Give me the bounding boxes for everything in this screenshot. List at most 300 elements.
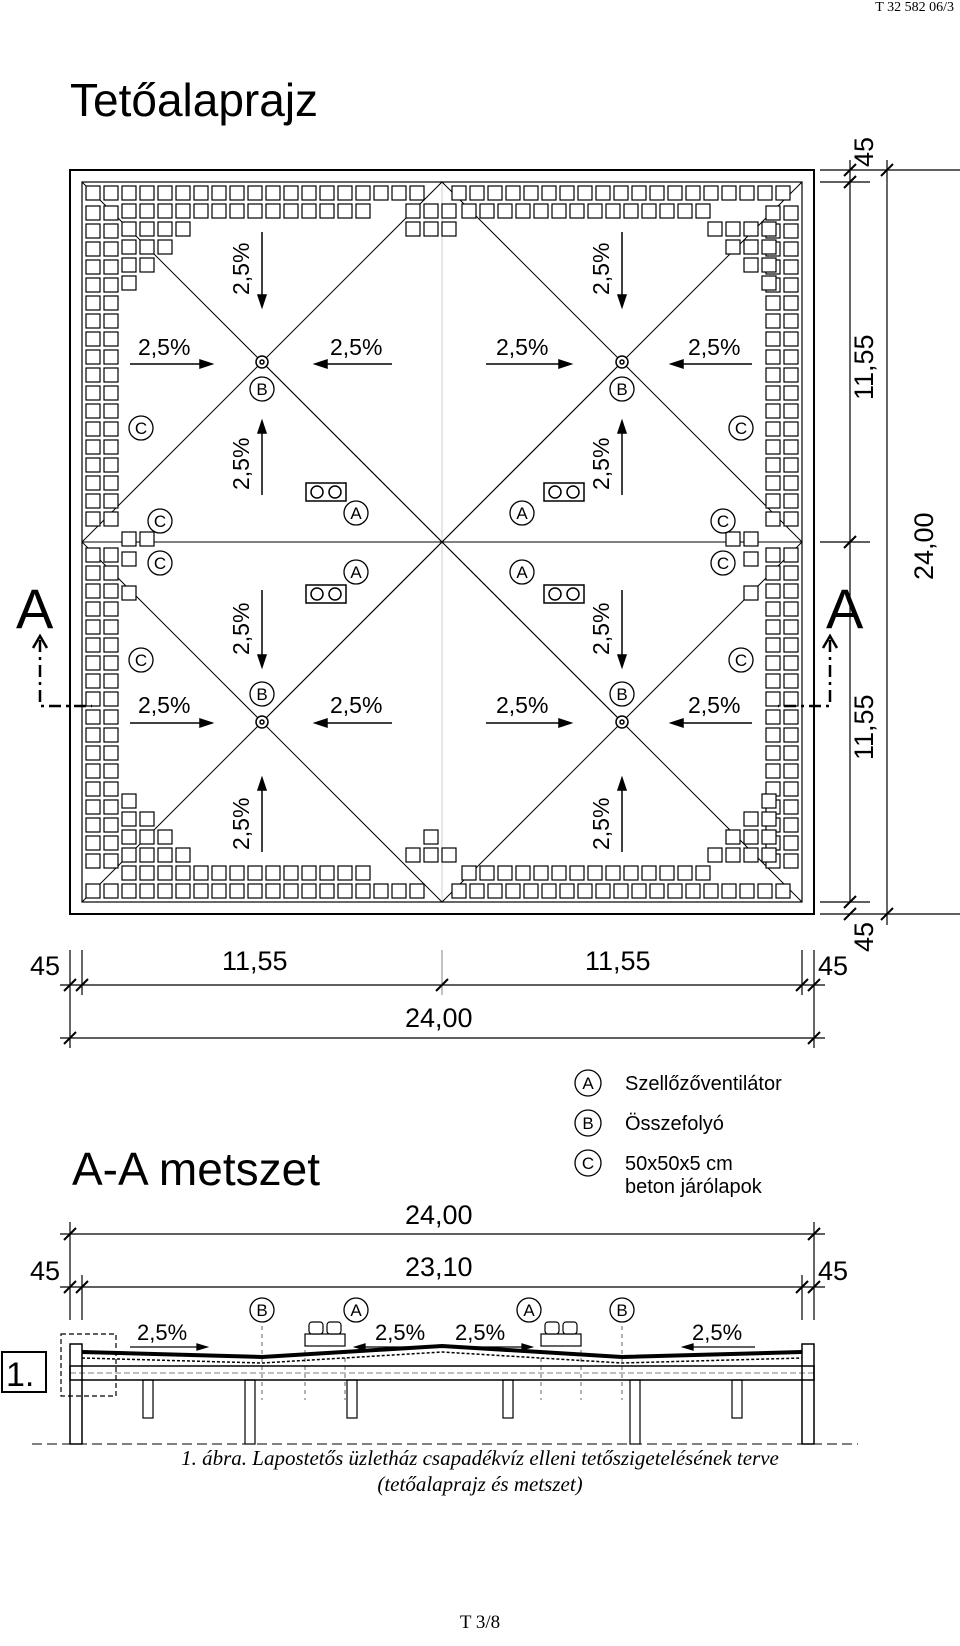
paving-tile: [452, 186, 466, 200]
paving-tile: [158, 884, 172, 898]
paving-tile: [726, 240, 740, 254]
dimension-label: 11,55: [849, 334, 879, 400]
paving-tile: [766, 476, 780, 490]
paving-tile: [668, 884, 682, 898]
paving-tile: [266, 186, 280, 200]
ventilator-icon: [544, 483, 584, 501]
slope-label: 2,5%: [330, 692, 383, 718]
paving-tile: [442, 848, 456, 862]
paving-tile: [104, 242, 118, 256]
marker-c: [729, 648, 753, 672]
paving-tile: [86, 884, 100, 898]
svg-text:beton járólapok: beton járólapok: [625, 1176, 762, 1198]
paving-tile: [86, 422, 100, 436]
slope-label: 2,5%: [330, 334, 383, 360]
paving-tile: [660, 204, 674, 218]
dimension-label: 45: [818, 1256, 849, 1286]
section-title: A-A metszet: [72, 1143, 320, 1195]
svg-text:A: A: [582, 1074, 594, 1093]
paving-tile: [86, 314, 100, 328]
paving-tile: [784, 350, 798, 364]
paving-tile: [740, 884, 754, 898]
paving-tile: [374, 186, 388, 200]
paving-tile: [86, 332, 100, 346]
paving-tile: [86, 404, 100, 418]
paving-tile: [696, 204, 710, 218]
paving-tile: [424, 222, 438, 236]
paving-tile: [392, 884, 406, 898]
paving-tile: [686, 884, 700, 898]
paving-tile: [766, 728, 780, 742]
svg-text:B: B: [256, 685, 268, 704]
svg-text:A: A: [523, 1301, 535, 1320]
paving-tile: [762, 258, 776, 272]
paving-tile: [122, 866, 136, 880]
paving-tile: [140, 812, 154, 826]
svg-text:C: C: [134, 651, 148, 670]
paving-tile: [104, 548, 118, 562]
paving-tile: [784, 620, 798, 634]
paving-tile: [766, 674, 780, 688]
paving-tile: [104, 602, 118, 616]
drain-icon: [616, 716, 628, 728]
paving-tile: [784, 584, 798, 598]
plan-bottom-dimensions: [60, 950, 825, 1048]
paving-tile: [122, 812, 136, 826]
paving-tile: [140, 866, 154, 880]
paving-tile: [86, 224, 100, 238]
slope-label: 2,5%: [375, 1320, 426, 1345]
svg-text:B: B: [616, 380, 628, 399]
paving-tile: [784, 656, 798, 670]
paving-tile: [86, 836, 100, 850]
paving-tile: [784, 224, 798, 238]
dimension-label: 23,10: [405, 1252, 473, 1282]
marker-c: [129, 648, 153, 672]
svg-text:C: C: [716, 512, 730, 531]
paving-tile: [744, 552, 758, 566]
paving-tile: [158, 186, 172, 200]
paving-tile: [140, 222, 154, 236]
paving-tile: [660, 866, 674, 880]
paving-tile: [104, 206, 118, 220]
paving-tile: [462, 204, 476, 218]
slope-label: 2,5%: [138, 334, 191, 360]
paving-tile: [488, 884, 502, 898]
svg-text:C: C: [153, 512, 167, 531]
paving-tile: [104, 620, 118, 634]
paving-tile: [158, 222, 172, 236]
paving-tile: [104, 350, 118, 364]
svg-text:B: B: [616, 685, 628, 704]
slope-label: 2,5%: [137, 1320, 188, 1345]
paving-tile: [104, 638, 118, 652]
roof-outline: [70, 170, 814, 914]
paving-tile: [122, 794, 136, 808]
caption-line: (tetőalaprajz és metszet): [377, 1472, 583, 1496]
paving-tile: [744, 258, 758, 272]
paving-tile: [708, 848, 722, 862]
paving-tile: [212, 884, 226, 898]
paving-tile: [552, 204, 566, 218]
paving-tile: [642, 866, 656, 880]
paving-tile: [104, 494, 118, 508]
paving-tile: [784, 440, 798, 454]
paving-tile: [158, 866, 172, 880]
paving-tile: [104, 674, 118, 688]
paving-tile: [784, 674, 798, 688]
drain-icon: [256, 356, 268, 368]
paving-tile: [650, 884, 664, 898]
paving-tile: [560, 884, 574, 898]
paving-tile: [744, 586, 758, 600]
paving-tile: [784, 746, 798, 760]
marker-c: [129, 416, 153, 440]
paving-tile: [266, 884, 280, 898]
svg-text:A: A: [516, 563, 528, 582]
paving-tile: [392, 186, 406, 200]
paving-tile: [480, 204, 494, 218]
paving-tile: [784, 710, 798, 724]
document-code: T 32 582 06/3: [875, 0, 954, 15]
page-number: T 3/8: [459, 1612, 501, 1633]
paving-tile: [452, 884, 466, 898]
detail-label-box: [2, 1352, 46, 1394]
paving-tile: [104, 386, 118, 400]
paving-tile: [86, 584, 100, 598]
paving-tile: [284, 186, 298, 200]
paving-tile: [302, 186, 316, 200]
paving-tile: [320, 186, 334, 200]
paving-tile: [230, 186, 244, 200]
paving-tile: [784, 260, 798, 274]
paving-tile: [104, 422, 118, 436]
paving-tile: [104, 296, 118, 310]
paving-tile: [104, 404, 118, 418]
paving-tile: [784, 332, 798, 346]
paving-tile: [212, 866, 226, 880]
paving-tile: [588, 204, 602, 218]
legend-item: [575, 1110, 724, 1136]
paving-tile: [762, 222, 776, 236]
paving-tile: [86, 368, 100, 382]
paving-tile: [86, 692, 100, 706]
paving-tile: [86, 548, 100, 562]
paving-tile: [708, 222, 722, 236]
paving-tile: [766, 458, 780, 472]
caption-line: 1. ábra. Lapostetős üzletház csapadékvíz elleni tetőszigetelésének terve: [181, 1446, 779, 1470]
paving-tile: [784, 782, 798, 796]
paving-tile: [624, 204, 638, 218]
paving-tile: [284, 866, 298, 880]
paving-tile: [570, 866, 584, 880]
paving-tile: [194, 186, 208, 200]
svg-text:B: B: [256, 380, 268, 399]
paving-tile: [86, 764, 100, 778]
paving-tile: [230, 884, 244, 898]
paving-tile: [776, 884, 790, 898]
paving-tile: [86, 386, 100, 400]
dimension-label: 11,55: [849, 694, 879, 760]
marker-b: [250, 682, 274, 706]
paving-tile: [766, 332, 780, 346]
paving-tile: [784, 728, 798, 742]
paving-tile: [248, 186, 262, 200]
paving-tile: [86, 638, 100, 652]
dimension-label: 24,00: [405, 1003, 473, 1033]
paving-tile: [766, 494, 780, 508]
paving-tile: [524, 186, 538, 200]
drain-icon: [256, 716, 268, 728]
paving-tile: [570, 204, 584, 218]
paving-tile: [784, 836, 798, 850]
paving-tile: [762, 812, 776, 826]
paving-tile: [122, 552, 136, 566]
paving-tile: [542, 884, 556, 898]
paving-tile: [140, 258, 154, 272]
paving-tile: [784, 764, 798, 778]
paving-tile: [122, 586, 136, 600]
paving-tile: [320, 204, 334, 218]
section-cut-letter: A: [16, 577, 54, 640]
dimension-label: 45: [30, 951, 61, 981]
section-cut-markers: [16, 577, 864, 706]
paving-tile: [726, 848, 740, 862]
paving-tile: [86, 602, 100, 616]
slope-label: 2,5%: [588, 797, 614, 850]
paving-tile: [158, 830, 172, 844]
paving-tile: [744, 240, 758, 254]
paving-tile: [104, 440, 118, 454]
marker-c: [148, 509, 172, 533]
paving-tile: [248, 866, 262, 880]
svg-text:C: C: [734, 651, 748, 670]
paving-tile: [784, 422, 798, 436]
paving-tile: [410, 884, 424, 898]
paving-tile: [284, 204, 298, 218]
paving-tile: [766, 602, 780, 616]
dimension-label: 11,55: [585, 946, 651, 976]
paving-tile: [606, 204, 620, 218]
paving-tile: [424, 848, 438, 862]
paving-tile: [642, 204, 656, 218]
paving-tile: [606, 866, 620, 880]
paving-tile: [442, 204, 456, 218]
dimension-label: 45: [30, 1256, 61, 1286]
paving-tile: [140, 532, 154, 546]
paving-tile: [424, 204, 438, 218]
paving-tile: [784, 692, 798, 706]
paving-tile: [158, 848, 172, 862]
paving-tile: [320, 884, 334, 898]
ventilators: [306, 483, 584, 603]
paving-tile: [784, 548, 798, 562]
paving-tile: [104, 782, 118, 796]
paving-tile: [534, 204, 548, 218]
paving-tile: [740, 186, 754, 200]
paving-tile: [122, 186, 136, 200]
paving-tile: [86, 800, 100, 814]
paving-tile: [86, 296, 100, 310]
paving-tile: [122, 830, 136, 844]
paving-tile: [104, 368, 118, 382]
paving-tile: [506, 186, 520, 200]
marker-c: [148, 551, 172, 575]
paving-tile: [470, 884, 484, 898]
paving-tile: [104, 566, 118, 580]
paving-tile: [122, 532, 136, 546]
svg-text:Összefolyó: Összefolyó: [625, 1113, 724, 1135]
paving-tile: [104, 476, 118, 490]
paving-tile: [104, 746, 118, 760]
paving-tile: [86, 350, 100, 364]
paving-tile: [722, 884, 736, 898]
paving-tile: [498, 866, 512, 880]
paving-tile: [766, 638, 780, 652]
paving-tile: [766, 296, 780, 310]
paving-tile: [766, 314, 780, 328]
paving-tile: [86, 782, 100, 796]
paving-tile: [762, 276, 776, 290]
paving-tile: [230, 866, 244, 880]
paving-tile: [284, 884, 298, 898]
slope-label: 2,5%: [228, 797, 254, 850]
paving-tile: [632, 186, 646, 200]
section-dimension-labels: [30, 1200, 848, 1286]
paving-tile: [534, 866, 548, 880]
paving-tile: [766, 386, 780, 400]
paving-tile: [86, 656, 100, 670]
paving-tile: [516, 866, 530, 880]
paving-tile: [588, 866, 602, 880]
marker-a: [510, 501, 534, 525]
paving-tile: [766, 440, 780, 454]
slope-label: 2,5%: [588, 242, 614, 295]
paving-tile: [320, 866, 334, 880]
section-cut-letter: A: [826, 577, 864, 640]
paving-tile: [766, 206, 780, 220]
paving-tile: [722, 186, 736, 200]
paving-tile: [356, 204, 370, 218]
slope-label: 2,5%: [588, 437, 614, 490]
paving-tile: [784, 458, 798, 472]
dimension-label: 45: [818, 951, 849, 981]
svg-text:C: C: [716, 554, 730, 573]
marker-c: [711, 551, 735, 575]
paving-tile: [744, 848, 758, 862]
legend-item: [575, 1150, 763, 1198]
paving-tile: [744, 830, 758, 844]
paving-tile: [406, 204, 420, 218]
paving-tile: [766, 620, 780, 634]
slope-label: 2,5%: [496, 334, 549, 360]
svg-text:A: A: [516, 504, 528, 523]
paving-tile: [104, 656, 118, 670]
plan-title: Tetőalaprajz: [70, 74, 319, 126]
paving-tile: [744, 532, 758, 546]
paving-tile: [140, 830, 154, 844]
paving-tile: [302, 866, 316, 880]
slope-label: 2,5%: [228, 242, 254, 295]
paving-tile: [406, 848, 420, 862]
paving-tile: [122, 848, 136, 862]
paving-tile: [140, 240, 154, 254]
paving-tile: [784, 800, 798, 814]
paving-tile: [488, 186, 502, 200]
paving-tile: [762, 830, 776, 844]
paving-tile: [560, 186, 574, 200]
slope-label: 2,5%: [138, 692, 191, 718]
paving-tile: [356, 884, 370, 898]
marker-a: [344, 501, 368, 525]
paving-tile: [356, 866, 370, 880]
slope-label: 2,5%: [688, 334, 741, 360]
right-dimension-labels: [849, 137, 939, 952]
paving-tile: [766, 656, 780, 670]
paving-tile: [784, 242, 798, 256]
paving-tile: [104, 314, 118, 328]
paving-tile: [668, 186, 682, 200]
legend: [575, 1070, 782, 1198]
paving-tile: [104, 584, 118, 598]
paving-tile: [86, 458, 100, 472]
svg-text:A: A: [350, 563, 362, 582]
paving-tile: [86, 818, 100, 832]
paving-tile: [614, 186, 628, 200]
paving-tile: [140, 884, 154, 898]
paving-tile: [158, 240, 172, 254]
paving-tile: [104, 728, 118, 742]
svg-text:B: B: [256, 1301, 268, 1320]
paving-tile: [104, 818, 118, 832]
paving-tile: [140, 204, 154, 218]
paving-tile: [86, 476, 100, 490]
paving-tile: [784, 638, 798, 652]
paving-tile: [506, 884, 520, 898]
paving-tile: [406, 222, 420, 236]
marker-b: [610, 682, 634, 706]
marker-b: [610, 1298, 634, 1322]
paving-tile: [176, 884, 190, 898]
paving-tile: [596, 884, 610, 898]
paving-tile: [266, 204, 280, 218]
paving-tile: [176, 848, 190, 862]
paving-tile: [766, 764, 780, 778]
paving-tile: [766, 422, 780, 436]
paving-tile: [762, 848, 776, 862]
paving-tile: [86, 854, 100, 868]
paving-tile: [104, 512, 118, 526]
paving-tile: [104, 884, 118, 898]
svg-text:A: A: [350, 1301, 362, 1320]
slope-label: 2,5%: [688, 692, 741, 718]
paving-tile: [624, 866, 638, 880]
paving-tile: [86, 206, 100, 220]
paving-tile: [86, 674, 100, 688]
paving-tile: [650, 186, 664, 200]
paving-tile: [726, 532, 740, 546]
paving-tile: [766, 368, 780, 382]
paving-tile: [596, 186, 610, 200]
svg-text:Szellőzőventilátor: Szellőzőventilátor: [625, 1073, 782, 1095]
paving-tile: [762, 240, 776, 254]
slope-label: 2,5%: [496, 692, 549, 718]
paving-tile: [194, 866, 208, 880]
slope-label: 2,5%: [455, 1320, 506, 1345]
paving-tile: [744, 222, 758, 236]
section-slope-labels: [137, 1320, 742, 1345]
slope-label: 2,5%: [228, 437, 254, 490]
